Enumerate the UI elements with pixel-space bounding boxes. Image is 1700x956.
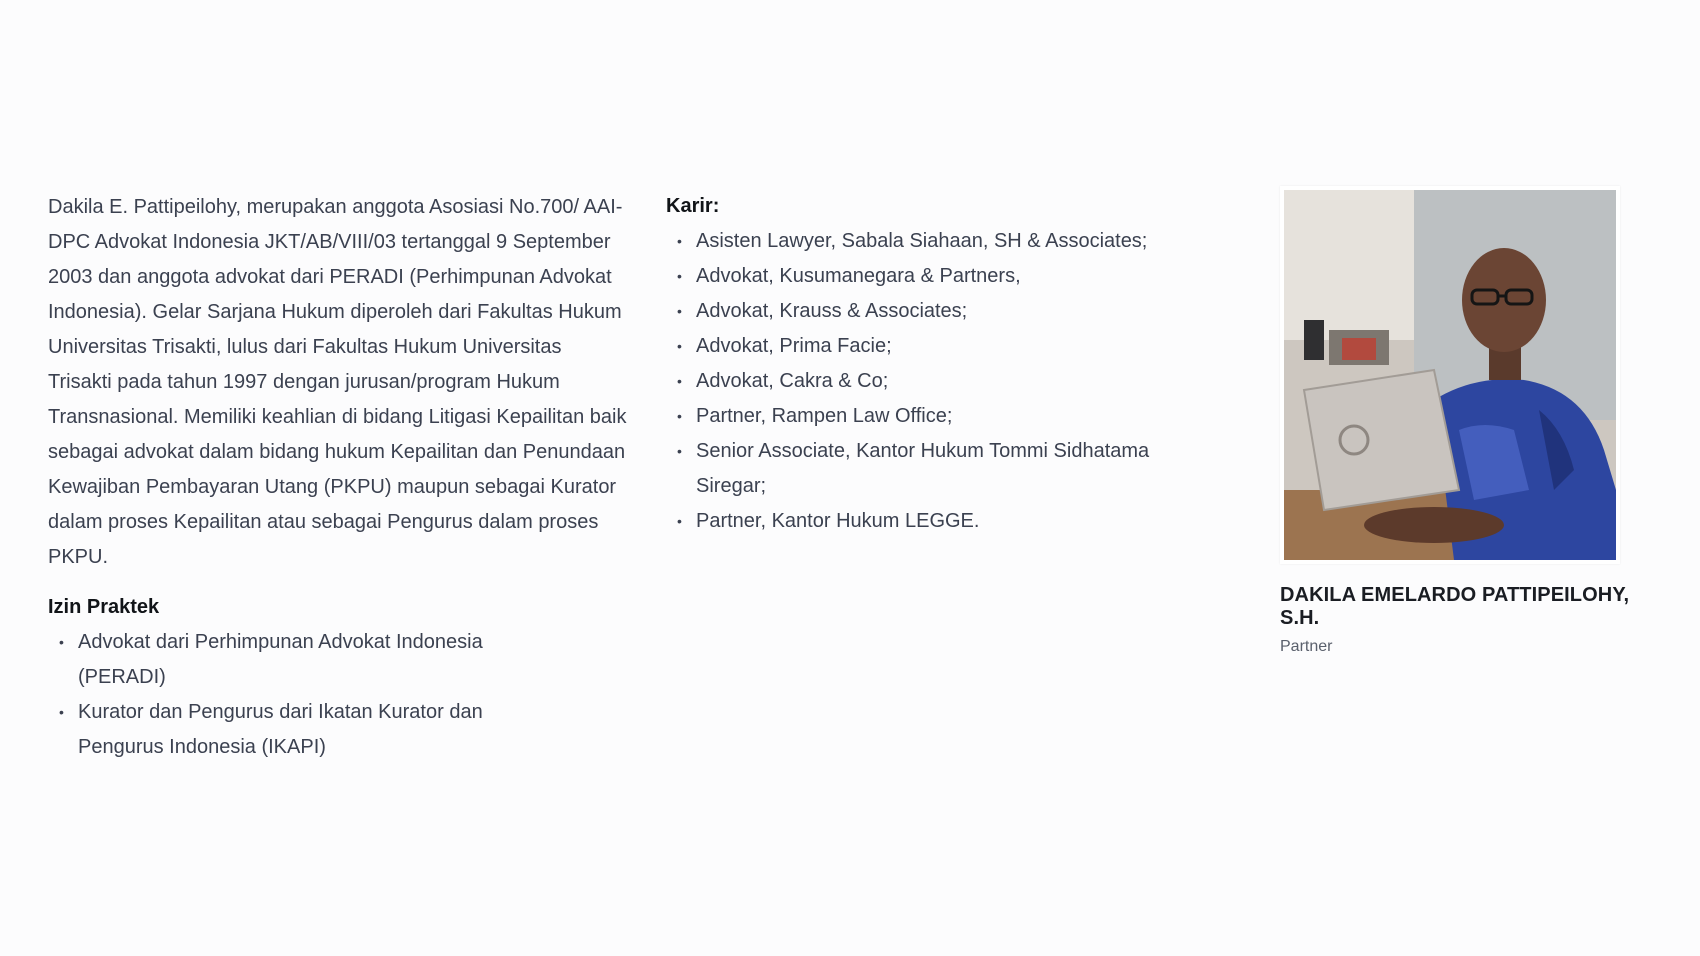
bio-paragraph: Dakila E. Pattipeilohy, merupakan anggota Asosiasi No.700/ AAI-DPC Advokat Indonesia JKT/AB/VIII/03 tertanggal 9 September 2003 dan anggota advokat dari PERADI (Perhimpunan Advokat Indonesia). Gelar Sarjana Hukum diperoleh dari Fakultas Hukum Universitas Trisakti, lulus dari Fakultas Hukum Universitas Trisakti pada tahun 1997 dengan jurusan/program Hukum Transnasional. Memiliki keahlian di bidang Litigasi Kepailitan baik sebagai advokat dalam bidang hukum Kepailitan dan Penundaan Kewajiban Pembayaran Utang (PKPU) maupun sebagai Kurator dalam proses Kepailitan atau sebagai Pengurus dalam proses PKPU. [48, 196, 627, 568]
list-item [666, 399, 1186, 434]
middle-column [666, 190, 1186, 539]
list-item-text: Advokat, Krauss & Associates; [696, 300, 968, 322]
list-item [666, 259, 1186, 294]
list-item [666, 294, 1186, 329]
list-item [666, 224, 1186, 259]
left-column [48, 190, 628, 765]
bullet-icon: • [677, 233, 682, 249]
list-item [666, 364, 1186, 399]
list-item [666, 434, 1186, 504]
list-item-text: Senior Associate, Kantor Hukum Tommi Sidhatama Siregar; [696, 440, 1150, 497]
list-item-text: Kurator dan Pengurus dari Ikatan Kurator dan Pengurus Indonesia (IKAPI) [78, 701, 483, 758]
list-item-text: Advokat, Prima Facie; [696, 335, 892, 357]
list-item [666, 504, 1186, 539]
list-item [666, 329, 1186, 364]
profile-card [1280, 186, 1660, 656]
portrait-illustration [1284, 190, 1616, 560]
izin-praktek-list [48, 625, 518, 765]
karir-title: Karir: [666, 195, 720, 217]
profile-photo [1284, 190, 1616, 560]
list-item-text: Asisten Lawyer, Sabala Siahaan, SH & Associates; [696, 230, 1148, 252]
bullet-icon: • [677, 513, 682, 529]
karir-list [666, 224, 1186, 539]
list-item-text: Advokat dari Perhimpunan Advokat Indonesia (PERADI) [78, 631, 483, 688]
list-item [48, 625, 518, 695]
photo-frame [1280, 186, 1620, 564]
list-item-text: Advokat, Kusumanegara & Partners, [696, 265, 1021, 287]
bullet-icon: • [59, 704, 64, 720]
list-item-text: Partner, Kantor Hukum LEGGE. [696, 510, 980, 532]
list-item-text: Partner, Rampen Law Office; [696, 405, 953, 427]
bullet-icon: • [677, 338, 682, 354]
list-item-text: Advokat, Cakra & Co; [696, 370, 889, 392]
person-role: Partner [1280, 638, 1333, 655]
bullet-icon: • [677, 303, 682, 319]
bullet-icon: • [677, 373, 682, 389]
bullet-icon: • [677, 443, 682, 459]
person-name: DAKILA EMELARDO PATTIPEILOHY, S.H. [1280, 584, 1630, 629]
list-item [48, 695, 518, 765]
izin-praktek-title: Izin Praktek [48, 596, 160, 618]
bullet-icon: • [59, 634, 64, 650]
bullet-icon: • [677, 268, 682, 284]
bullet-icon: • [677, 408, 682, 424]
